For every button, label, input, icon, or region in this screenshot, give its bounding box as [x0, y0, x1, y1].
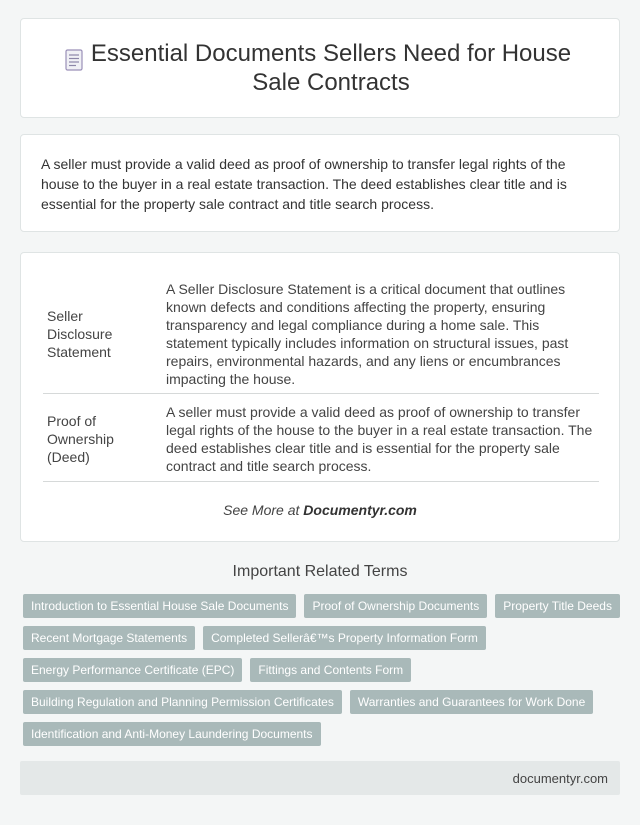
term-cell: Seller Disclosure Statement [47, 308, 113, 360]
table-row [43, 275, 599, 394]
related-term-tag[interactable]: Energy Performance Certificate (EPC) [23, 658, 242, 682]
related-term-tag[interactable]: Introduction to Essential House Sale Documents [23, 594, 296, 618]
related-term-tag[interactable]: Building Regulation and Planning Permission Certificates [23, 690, 342, 714]
related-term-tag[interactable]: Fittings and Contents Form [250, 658, 411, 682]
term-cell: Proof of Ownership (Deed) [47, 412, 114, 465]
description-cell: A Seller Disclosure Statement is a critical document that outlines known defects and conditions affecting the property, ensuring transparency and legal compliance during a home sale. This statement typically includes information on structural issues, past repairs, environmental hazards, and any liens or encumbrances impacting the house. [166, 281, 569, 387]
footer [20, 761, 620, 795]
intro-text: A seller must provide a valid deed as proof of ownership to transfer legal rights of the house to the buyer in a real estate transaction. The deed establishes clear title and is essential for the property sale contract and title search process. [41, 156, 567, 212]
related-term-tag[interactable]: Recent Mortgage Statements [23, 626, 195, 650]
header-card [20, 18, 620, 118]
intro-card [20, 134, 620, 232]
related-terms-heading: Important Related Terms [232, 563, 408, 580]
related-term-tag[interactable]: Property Title Deeds [495, 594, 620, 618]
related-term-tag[interactable]: Proof of Ownership Documents [304, 594, 487, 618]
related-terms-list [23, 594, 623, 746]
footer-site-link[interactable]: documentyr.com [512, 770, 608, 786]
see-more-prefix: See More at [223, 502, 304, 518]
see-more-site[interactable]: Documentyr.com [303, 502, 417, 518]
page-title: Essential Documents Sellers Need for House Sale Contracts [90, 40, 572, 96]
related-term-tag[interactable]: Completed Sellerâ€™s Property Information Form [203, 626, 486, 650]
header-inner [21, 19, 619, 117]
definitions-table [20, 252, 620, 542]
description-cell: A seller must provide a valid deed as proof of ownership to transfer legal rights of the house to the buyer in a real estate transaction. The deed establishes clear title and is essential for the property sale contract and title search process. [166, 403, 593, 474]
see-more-link[interactable] [21, 502, 619, 518]
table-row [43, 396, 599, 482]
related-term-tag[interactable]: Warranties and Guarantees for Work Done [350, 690, 593, 714]
related-term-tag[interactable]: Identification and Anti-Money Laundering Documents [23, 722, 321, 746]
document-icon [65, 49, 83, 71]
